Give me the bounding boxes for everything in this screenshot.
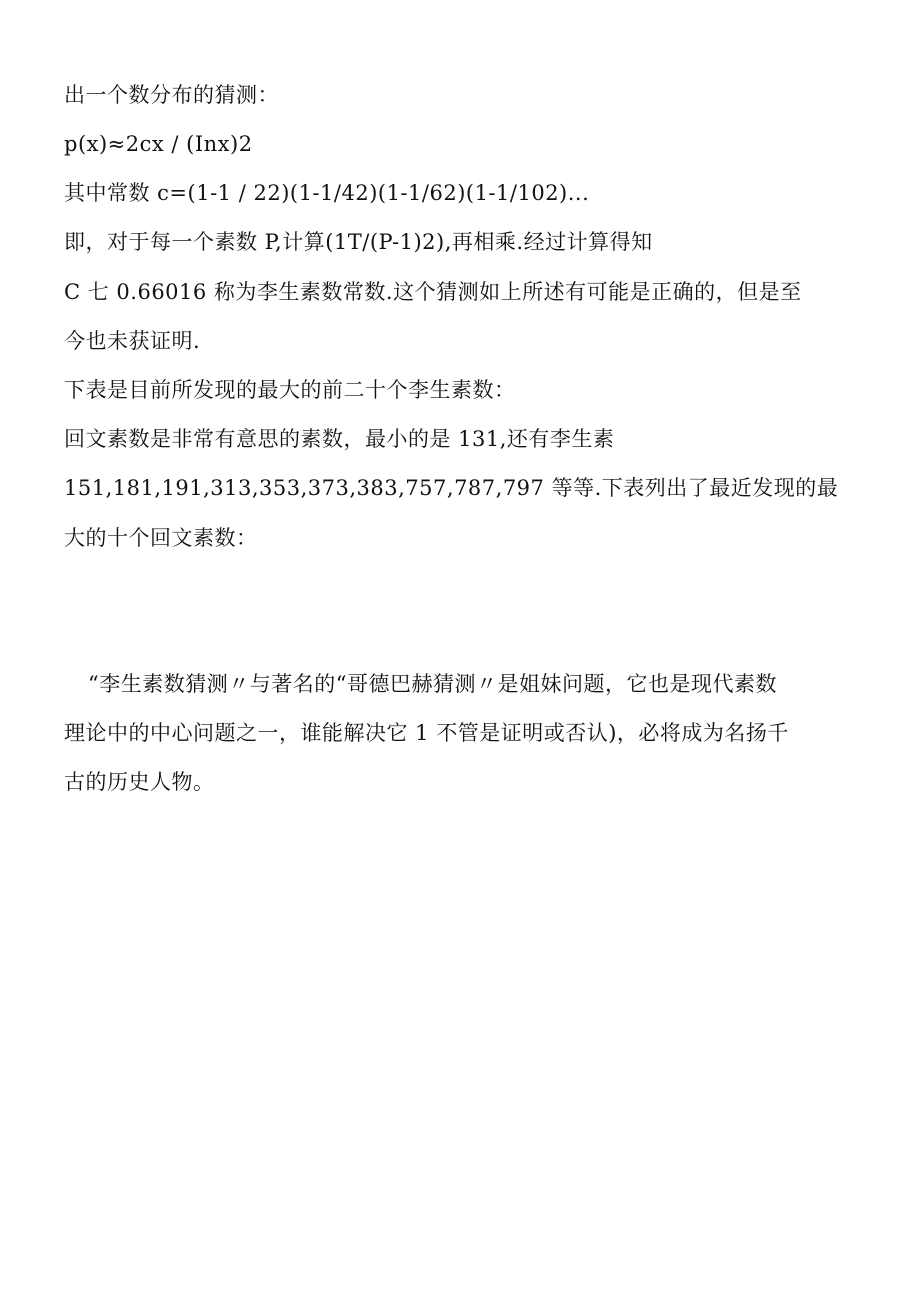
paragraph-conjecture-line-1: “李生素数猜测〃与著名的“哥德巴赫猜测〃是姐妹问题，它也是现代素数 — [88, 672, 777, 696]
formula-line: p(x)≈2cx / (Inx)2 — [64, 132, 253, 156]
text-line-palindromic-primes: 回文素数是非常有意思的素数，最小的是 131,还有李生素 — [64, 427, 615, 451]
text-line-palindrome-list: 151,181,191,313,353,373,383,757,787,797 等等.下表列出了最近发现的最 — [64, 476, 839, 500]
text-line-twin-prime-constant: C 七 0.66016 称为李生素数常数.这个猜测如上所述有可能是正确的，但是至 — [64, 280, 802, 304]
text-line-unproven: 今也未获证明. — [64, 329, 201, 353]
text-line-distribution-conjecture: 出一个数分布的猜测： — [64, 83, 279, 107]
text-line-table-intro: 下表是目前所发现的最大的前二十个李生素数： — [64, 378, 516, 402]
paragraph-conjecture-line-2: 理论中的中心问题之一，谁能解决它 1 不管是证明或否认)，必将成为名扬千 — [64, 721, 789, 745]
text-line-computation: 即，对于每一个素数 P,计算(1T/(P-1)2),再相乘.经过计算得知 — [64, 230, 653, 254]
constant-definition-line: 其中常数 c=(1-1 / 22)(1-1/42)(1-1/62)(1-1/102)... — [64, 181, 590, 205]
paragraph-conjecture-line-3: 古的历史人物。 — [64, 770, 215, 794]
text-line-palindrome-table-intro: 大的十个回文素数： — [64, 526, 258, 550]
